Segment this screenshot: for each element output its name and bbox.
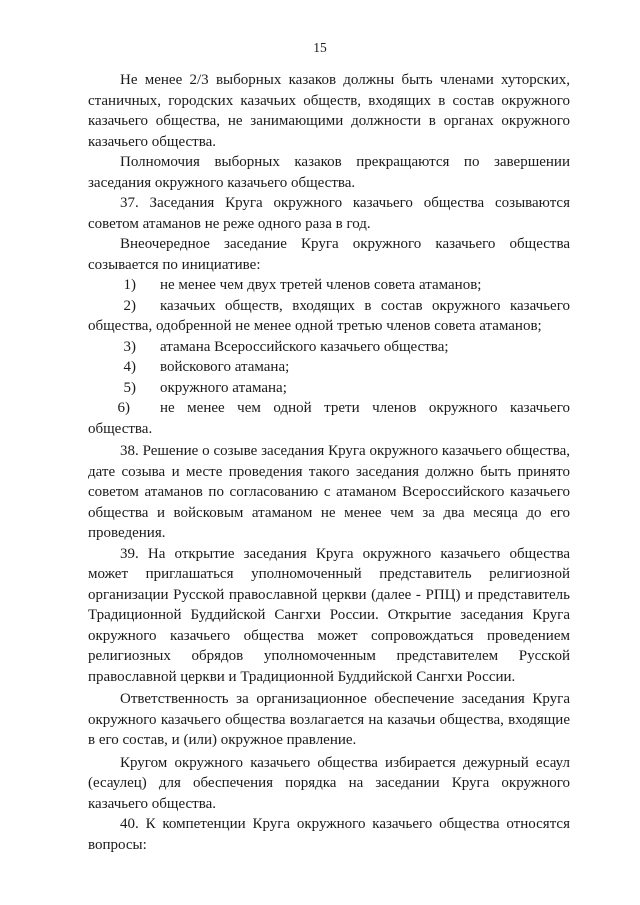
- list-item-text: не менее чем двух третей членов совета атаманов;: [160, 277, 482, 293]
- list-item: [88, 398, 570, 439]
- list-item: [88, 275, 570, 296]
- list-item-number: 5): [123, 379, 136, 396]
- list-item-number: 4): [123, 359, 136, 375]
- paragraph: 39. На открытие заседания Круга окружного казачьего общества может приглашаться уполномоченный представитель религиозной организации Русской православной церкви (далее - РПЦ) и представитель Традиционной Буддийской Сангхи России. Открытие заседания Круга окружного казачьего общества может сопровождаться проведением религиозных обрядов уполномоченным представителем Русской православной церкви и Традиционной Буддийской Сангхи России.: [88, 545, 570, 685]
- list-item: [88, 378, 570, 399]
- paragraph: Полномочия выборных казаков прекращаются по завершении заседания окружного казачьего общества.: [88, 154, 570, 191]
- list-item-number: 1): [123, 277, 136, 293]
- list-item-text: казачьих обществ, входящих в состав окружного казачьего общества, одобренной не менее одной третью членов совета атаманов;: [88, 297, 570, 334]
- list-item-number: 6): [117, 400, 130, 416]
- list-item: [88, 337, 570, 358]
- page-number: 15: [313, 40, 327, 55]
- list-item-text: войскового атамана;: [160, 359, 290, 375]
- list-item-text: окружного атамана;: [160, 379, 287, 396]
- list-item: [88, 296, 570, 337]
- list-item-number: 3): [123, 338, 136, 355]
- list-item-number: 2): [123, 297, 136, 314]
- list-item-text: атамана Всероссийского казачьего общества;: [160, 338, 449, 355]
- document-body: [88, 70, 570, 855]
- paragraph: Ответственность за организационное обеспечение заседания Круга окружного казачьего общества возлагается на казачьи общества, входящие в его состав, и (или) окружное правление.: [88, 691, 570, 748]
- paragraph: 40. К компетенции Круга окружного казачьего общества относятся вопросы:: [88, 816, 570, 853]
- paragraph: Кругом окружного казачьего общества избирается дежурный есаул (есаулец) для обеспечения порядка на заседании Круга окружного казачьего общества.: [88, 754, 570, 812]
- paragraph: 38. Решение о созыве заседания Круга окружного казачьего общества, дате созыва и месте проведения такого заседания должно быть принято советом атаманов по согласованию с атаманом Всероссийского казачьего общества и войсковым атаманом не менее чем за два месяца до его проведения.: [88, 443, 570, 541]
- paragraph: 37. Заседания Круга окружного казачьего общества созываются советом атаманов не реже одного раза в год.: [88, 195, 570, 232]
- paragraph: Не менее 2/3 выборных казаков должны быть членами хуторских, станичных, городских казачьих обществ, входящих в состав окружного казачьего общества, не занимающими должности в органах окружного казачьего общества.: [88, 72, 570, 150]
- list-item-text: не менее чем одной трети членов окружного казачьего общества.: [88, 400, 570, 437]
- paragraph: Внеочередное заседание Круга окружного казачьего общества созывается по инициативе:: [88, 236, 570, 273]
- list-item: [88, 357, 570, 378]
